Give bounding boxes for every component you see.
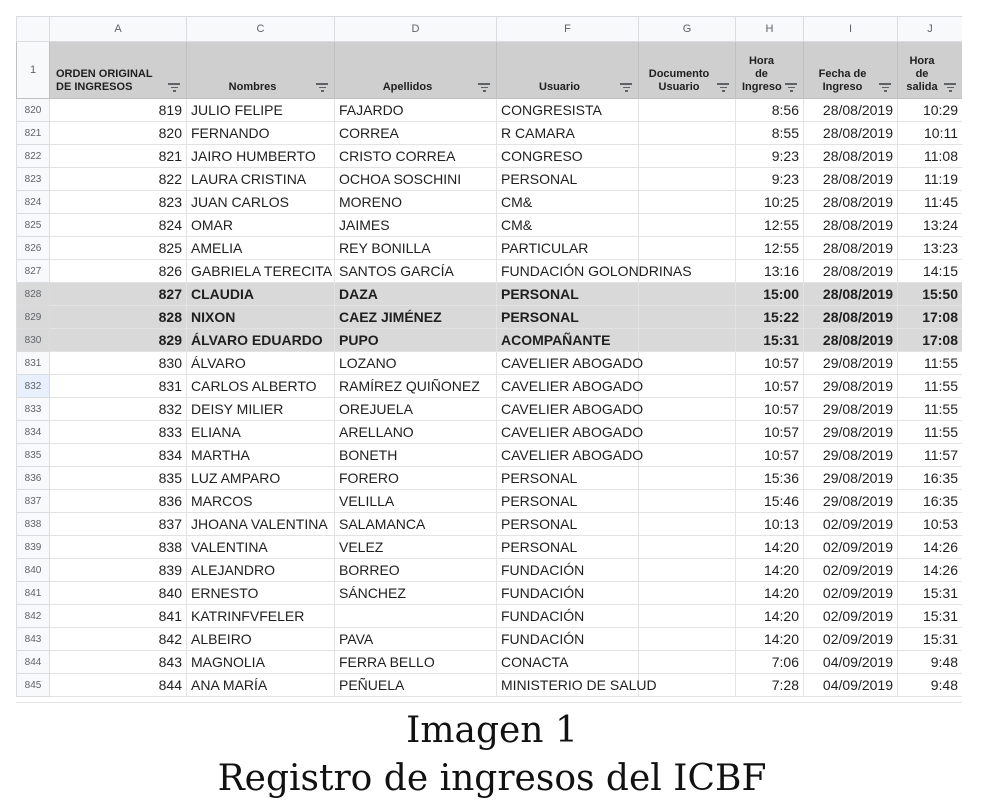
cell-hora-ingreso[interactable]: 14:20 [736,605,804,628]
cell-orden[interactable]: 841 [50,605,187,628]
cell-orden[interactable]: 821 [50,145,187,168]
cell-hora-ingreso[interactable]: 10:57 [736,421,804,444]
cell-orden[interactable]: 824 [50,214,187,237]
cell-hora-salida[interactable]: 11:55 [898,375,963,398]
cell-orden[interactable]: 842 [50,628,187,651]
cell-documento[interactable] [639,444,736,467]
cell-apellidos[interactable]: FORERO [335,467,497,490]
table-row [17,375,963,398]
row-number[interactable]: 837 [17,490,50,513]
cell-apellidos[interactable]: SALAMANCA [335,513,497,536]
cell-nombres[interactable]: LUZ AMPARO [187,467,335,490]
cell-hora-salida[interactable]: 16:35 [898,467,963,490]
cell-nombres[interactable]: JAIRO HUMBERTO [187,145,335,168]
cell-nombres[interactable]: DEISY MILIER [187,398,335,421]
cell-nombres[interactable]: JULIO FELIPE [187,99,335,122]
table-row [17,513,963,536]
cell-documento[interactable] [639,191,736,214]
cell-usuario[interactable]: FUNDACIÓN [497,559,639,582]
cell-hora-salida[interactable]: 15:50 [898,283,963,306]
cell-documento[interactable] [639,214,736,237]
caption-title: Imagen 1 [406,710,578,751]
cell-nombres[interactable]: KATRINFVFELER [187,605,335,628]
cell-usuario[interactable]: CM& [497,191,639,214]
row-number[interactable]: 830 [17,329,50,352]
cell-documento[interactable] [639,329,736,352]
cell-documento[interactable] [639,536,736,559]
cell-usuario[interactable]: PERSONAL [497,467,639,490]
header-label: Usuario [539,81,580,93]
cell-nombres[interactable]: ELIANA [187,421,335,444]
table-row [17,260,963,283]
header-cell-apellidos[interactable] [335,42,497,99]
table-row [17,559,963,582]
cell-hora-ingreso[interactable]: 13:16 [736,260,804,283]
cell-documento[interactable] [639,582,736,605]
cell-fecha-ingreso[interactable]: 04/09/2019 [804,651,898,674]
cell-hora-salida[interactable]: 10:11 [898,122,963,145]
header-cell-usuario[interactable] [497,42,639,99]
table-row [17,444,963,467]
cell-usuario[interactable]: CAVELIER ABOGADO [497,375,639,398]
cell-orden[interactable]: 838 [50,536,187,559]
cell-hora-salida[interactable]: 11:55 [898,398,963,421]
table-row [17,421,963,444]
cell-orden[interactable]: 823 [50,191,187,214]
cell-documento[interactable] [639,237,736,260]
cell-usuario[interactable]: CM& [497,214,639,237]
table-row [17,651,963,674]
table-row [17,145,963,168]
row-number[interactable]: 825 [17,214,50,237]
cell-nombres[interactable]: MARTHA [187,444,335,467]
cell-fecha-ingreso[interactable]: 02/09/2019 [804,536,898,559]
cell-orden[interactable]: 827 [50,283,187,306]
cell-usuario[interactable]: CAVELIER ABOGADO [497,421,639,444]
cell-hora-ingreso[interactable]: 7:28 [736,674,804,697]
cell-fecha-ingreso[interactable]: 28/08/2019 [804,168,898,191]
cell-usuario[interactable]: PERSONAL [497,536,639,559]
cell-usuario[interactable]: PERSONAL [497,306,639,329]
cell-usuario[interactable]: FUNDACIÓN [497,582,639,605]
cell-nombres[interactable]: VALENTINA [187,536,335,559]
row-number[interactable]: 842 [17,605,50,628]
cell-fecha-ingreso[interactable]: 28/08/2019 [804,329,898,352]
cell-fecha-ingreso[interactable]: 28/08/2019 [804,99,898,122]
cell-hora-salida[interactable]: 11:19 [898,168,963,191]
cell-orden[interactable]: 835 [50,467,187,490]
row-number[interactable]: 832 [17,375,50,398]
table-row [17,99,963,122]
row-number[interactable]: 1 [17,42,50,99]
row-number[interactable]: 821 [17,122,50,145]
cell-orden[interactable]: 826 [50,260,187,283]
cell-documento[interactable] [639,513,736,536]
cell-documento[interactable] [639,145,736,168]
cell-documento[interactable] [639,490,736,513]
cell-usuario[interactable]: CAVELIER ABOGADO [497,398,639,421]
cell-documento[interactable] [639,306,736,329]
row-number[interactable]: 834 [17,421,50,444]
cell-usuario[interactable]: FUNDACIÓN [497,628,639,651]
row-number[interactable]: 826 [17,237,50,260]
cell-usuario[interactable]: CAVELIER ABOGADO [497,352,639,375]
cell-hora-salida[interactable]: 10:29 [898,99,963,122]
cell-orden[interactable]: 840 [50,582,187,605]
cell-apellidos[interactable] [335,605,497,628]
table-row [17,467,963,490]
cell-usuario[interactable]: MINISTERIO DE SALUD [497,674,639,697]
table-row [17,122,963,145]
row-number[interactable]: 824 [17,191,50,214]
cell-usuario[interactable]: CONACTA [497,651,639,674]
cell-orden[interactable]: 844 [50,674,187,697]
cell-apellidos[interactable]: PEÑUELA [335,674,497,697]
row-number[interactable]: 828 [17,283,50,306]
cell-hora-ingreso[interactable]: 10:57 [736,398,804,421]
cell-orden[interactable]: 832 [50,398,187,421]
column-letter-row [17,17,963,42]
table-row [17,352,963,375]
column-header-a[interactable]: A [50,17,187,42]
cell-hora-salida[interactable]: 11:45 [898,191,963,214]
cell-fecha-ingreso[interactable]: 28/08/2019 [804,214,898,237]
cell-hora-ingreso[interactable]: 15:46 [736,490,804,513]
cell-hora-ingreso[interactable]: 8:56 [736,99,804,122]
column-header-d[interactable]: D [335,17,497,42]
cell-hora-ingreso[interactable]: 10:13 [736,513,804,536]
cell-documento[interactable] [639,605,736,628]
cell-orden[interactable]: 828 [50,306,187,329]
cell-apellidos[interactable]: SÁNCHEZ [335,582,497,605]
filter-icon[interactable] [620,83,632,92]
header-label: ORDEN ORIGINAL DE INGRESOS [56,68,153,93]
cell-hora-salida[interactable]: 15:31 [898,628,963,651]
cell-fecha-ingreso[interactable]: 02/09/2019 [804,513,898,536]
table-row [17,536,963,559]
cell-fecha-ingreso[interactable]: 28/08/2019 [804,237,898,260]
row-number[interactable]: 845 [17,674,50,697]
row-number[interactable]: 839 [17,536,50,559]
cell-usuario[interactable]: CONGRESO [497,145,639,168]
cell-apellidos[interactable]: PAVA [335,628,497,651]
cell-fecha-ingreso[interactable]: 02/09/2019 [804,582,898,605]
cell-nombres[interactable]: CLAUDIA [187,283,335,306]
cell-nombres[interactable]: LAURA CRISTINA [187,168,335,191]
row-number[interactable]: 823 [17,168,50,191]
cell-fecha-ingreso[interactable]: 29/08/2019 [804,467,898,490]
row-number[interactable]: 841 [17,582,50,605]
header-cell-fecha-ingreso[interactable] [804,42,898,99]
row-number[interactable]: 840 [17,559,50,582]
cell-documento[interactable] [639,559,736,582]
cell-apellidos[interactable]: CAEZ JIMÉNEZ [335,306,497,329]
column-header-c[interactable]: C [187,17,335,42]
table-row [17,582,963,605]
cell-apellidos[interactable]: VELILLA [335,490,497,513]
table-row [17,674,963,697]
cell-orden[interactable]: 833 [50,421,187,444]
cell-fecha-ingreso[interactable]: 28/08/2019 [804,283,898,306]
table-row [17,191,963,214]
filter-icon[interactable] [168,83,180,92]
row-number[interactable]: 822 [17,145,50,168]
row-number[interactable]: 831 [17,352,50,375]
cell-nombres[interactable]: ALEJANDRO [187,559,335,582]
cell-hora-salida[interactable]: 13:24 [898,214,963,237]
row-number[interactable]: 827 [17,260,50,283]
header-label: Fecha de Ingreso [818,68,867,93]
cell-orden[interactable]: 822 [50,168,187,191]
cell-orden[interactable]: 819 [50,99,187,122]
cell-usuario[interactable]: PERSONAL [497,283,639,306]
table-row [17,329,963,352]
cell-fecha-ingreso[interactable]: 28/08/2019 [804,122,898,145]
cell-nombres[interactable]: ERNESTO [187,582,335,605]
cell-hora-ingreso[interactable]: 7:06 [736,651,804,674]
row-number[interactable]: 843 [17,628,50,651]
filter-icon[interactable] [478,83,490,92]
cell-apellidos[interactable]: SANTOS GARCÍA [335,260,497,283]
cell-fecha-ingreso[interactable]: 29/08/2019 [804,444,898,467]
cell-usuario[interactable]: R CAMARA [497,122,639,145]
cell-apellidos[interactable]: PUPO [335,329,497,352]
cell-apellidos[interactable]: RAMÍREZ QUIÑONEZ [335,375,497,398]
table-row [17,306,963,329]
table-row [17,283,963,306]
cell-documento[interactable] [639,398,736,421]
select-all-corner[interactable] [17,17,50,42]
cell-apellidos[interactable]: ARELLANO [335,421,497,444]
cell-fecha-ingreso[interactable]: 29/08/2019 [804,352,898,375]
data-rows [17,99,963,697]
cell-apellidos[interactable]: BONETH [335,444,497,467]
cell-usuario[interactable]: FUNDACIÓN GOLONDRINAS [497,260,639,283]
row-number[interactable]: 844 [17,651,50,674]
cell-fecha-ingreso[interactable]: 02/09/2019 [804,605,898,628]
cell-orden[interactable]: 836 [50,490,187,513]
filter-icon[interactable] [717,83,729,92]
cell-hora-ingreso[interactable]: 9:23 [736,145,804,168]
cell-documento[interactable] [639,283,736,306]
cell-nombres[interactable]: GABRIELA TERECITA [187,260,335,283]
cell-nombres[interactable]: JUAN CARLOS [187,191,335,214]
column-header-i[interactable]: I [804,17,898,42]
header-label: Hora de salida [906,55,938,93]
cell-hora-salida[interactable]: 15:31 [898,582,963,605]
cell-hora-salida[interactable]: 17:08 [898,329,963,352]
cell-hora-ingreso[interactable]: 15:00 [736,283,804,306]
cell-hora-salida[interactable]: 11:55 [898,421,963,444]
cell-hora-ingreso[interactable]: 8:55 [736,122,804,145]
caption-subtitle: Registro de ingresos del ICBF [217,758,767,799]
cell-hora-ingreso[interactable]: 10:57 [736,352,804,375]
row-number[interactable]: 833 [17,398,50,421]
cell-usuario[interactable]: CONGRESISTA [497,99,639,122]
cell-fecha-ingreso[interactable]: 28/08/2019 [804,191,898,214]
cell-orden[interactable]: 831 [50,375,187,398]
cell-hora-ingreso[interactable]: 14:20 [736,536,804,559]
cell-nombres[interactable]: NIXON [187,306,335,329]
cell-hora-salida[interactable]: 9:48 [898,674,963,697]
cell-nombres[interactable]: CARLOS ALBERTO [187,375,335,398]
cell-apellidos[interactable]: CORREA [335,122,497,145]
cell-hora-salida[interactable]: 14:26 [898,536,963,559]
header-cell-hora-ingreso[interactable] [736,42,804,99]
cell-documento[interactable] [639,651,736,674]
cell-fecha-ingreso[interactable]: 04/09/2019 [804,674,898,697]
cell-apellidos[interactable]: OCHOA SOSCHINI [335,168,497,191]
filter-icon[interactable] [944,83,956,92]
cell-documento[interactable] [639,375,736,398]
table-row [17,605,963,628]
header-row [17,42,963,99]
cell-fecha-ingreso[interactable]: 29/08/2019 [804,375,898,398]
cell-usuario[interactable]: PERSONAL [497,490,639,513]
cell-apellidos[interactable]: FAJARDO [335,99,497,122]
cell-apellidos[interactable]: BORREO [335,559,497,582]
cell-nombres[interactable]: ALBEIRO [187,628,335,651]
cell-hora-ingreso[interactable]: 14:20 [736,559,804,582]
table-row [17,490,963,513]
cell-hora-ingreso[interactable]: 15:22 [736,306,804,329]
header-cell-hora-salida[interactable] [898,42,963,99]
filter-icon[interactable] [879,83,891,92]
cell-orden[interactable]: 839 [50,559,187,582]
cell-fecha-ingreso[interactable]: 29/08/2019 [804,398,898,421]
cell-fecha-ingreso[interactable]: 02/09/2019 [804,628,898,651]
cell-fecha-ingreso[interactable]: 28/08/2019 [804,145,898,168]
cell-orden[interactable]: 820 [50,122,187,145]
cell-hora-ingreso[interactable]: 15:31 [736,329,804,352]
cell-hora-salida[interactable]: 13:23 [898,237,963,260]
cell-documento[interactable] [639,122,736,145]
cell-usuario[interactable]: CAVELIER ABOGADO [497,444,639,467]
cell-hora-ingreso[interactable]: 12:55 [736,214,804,237]
row-number[interactable]: 820 [17,99,50,122]
cell-fecha-ingreso[interactable]: 02/09/2019 [804,559,898,582]
cell-nombres[interactable]: FERNANDO [187,122,335,145]
cell-orden[interactable]: 837 [50,513,187,536]
cell-orden[interactable]: 830 [50,352,187,375]
cell-hora-ingreso[interactable]: 9:23 [736,168,804,191]
cell-documento[interactable] [639,628,736,651]
row-number[interactable]: 836 [17,467,50,490]
cell-nombres[interactable]: ÁLVARO EDUARDO [187,329,335,352]
cell-hora-salida[interactable]: 14:26 [898,559,963,582]
header-label: Nombres [228,81,277,93]
cell-usuario[interactable]: PERSONAL [497,168,639,191]
cell-hora-ingreso[interactable]: 10:57 [736,444,804,467]
column-header-g[interactable]: G [639,17,736,42]
row-number[interactable]: 829 [17,306,50,329]
cell-fecha-ingreso[interactable]: 28/08/2019 [804,306,898,329]
cell-apellidos[interactable]: REY BONILLA [335,237,497,260]
cell-hora-salida[interactable]: 16:35 [898,490,963,513]
table-row [17,628,963,651]
cell-documento[interactable] [639,99,736,122]
spreadsheet-grid [16,16,962,703]
cell-orden[interactable]: 829 [50,329,187,352]
cell-apellidos[interactable]: VELEZ [335,536,497,559]
header-label: Documento Usuario [648,68,710,93]
cell-apellidos[interactable]: DAZA [335,283,497,306]
cell-apellidos[interactable]: FERRA BELLO [335,651,497,674]
cell-fecha-ingreso[interactable]: 29/08/2019 [804,421,898,444]
cell-hora-salida[interactable]: 11:57 [898,444,963,467]
cell-hora-salida[interactable]: 9:48 [898,651,963,674]
row-number[interactable]: 835 [17,444,50,467]
column-header-h[interactable]: H [736,17,804,42]
cell-apellidos[interactable]: LOZANO [335,352,497,375]
table-row [17,237,963,260]
cell-usuario[interactable]: ACOMPAÑANTE [497,329,639,352]
cell-nombres[interactable]: MARCOS [187,490,335,513]
cell-orden[interactable]: 834 [50,444,187,467]
cell-nombres[interactable]: ÁLVARO [187,352,335,375]
cell-hora-ingreso[interactable]: 10:57 [736,375,804,398]
table-row [17,398,963,421]
cell-hora-ingreso[interactable]: 12:55 [736,237,804,260]
cell-orden[interactable]: 843 [50,651,187,674]
cell-apellidos[interactable]: CRISTO CORREA [335,145,497,168]
cell-hora-salida[interactable]: 14:15 [898,260,963,283]
cell-hora-salida[interactable]: 11:55 [898,352,963,375]
cell-hora-ingreso[interactable]: 14:20 [736,582,804,605]
cell-hora-salida[interactable]: 17:08 [898,306,963,329]
cell-nombres[interactable]: AMELIA [187,237,335,260]
cell-fecha-ingreso[interactable]: 29/08/2019 [804,490,898,513]
cell-hora-salida[interactable]: 10:53 [898,513,963,536]
filter-icon[interactable] [785,83,797,92]
filter-icon[interactable] [316,83,328,92]
cell-documento[interactable] [639,467,736,490]
cell-hora-ingreso[interactable]: 15:36 [736,467,804,490]
cell-hora-salida[interactable]: 15:31 [898,605,963,628]
row-number[interactable]: 838 [17,513,50,536]
header-label: Apellidos [382,81,433,93]
cell-usuario[interactable]: PERSONAL [497,513,639,536]
cell-hora-salida[interactable]: 11:08 [898,145,963,168]
cell-documento[interactable] [639,168,736,191]
cell-hora-ingreso[interactable]: 14:20 [736,628,804,651]
cell-apellidos[interactable]: JAIMES [335,214,497,237]
cell-apellidos[interactable]: OREJUELA [335,398,497,421]
header-cell-orden[interactable] [50,42,187,99]
cell-nombres[interactable]: OMAR [187,214,335,237]
table-row [17,168,963,191]
header-cell-documento[interactable] [639,42,736,99]
data-table [16,16,962,697]
column-header-f[interactable]: F [497,17,639,42]
table-row [17,214,963,237]
cell-usuario[interactable]: FUNDACIÓN [497,605,639,628]
header-cell-nombres[interactable] [187,42,335,99]
cell-apellidos[interactable]: MORENO [335,191,497,214]
cell-orden[interactable]: 825 [50,237,187,260]
cell-nombres[interactable]: MAGNOLIA [187,651,335,674]
cell-documento[interactable] [639,421,736,444]
column-header-j[interactable]: J [898,17,963,42]
cell-nombres[interactable]: JHOANA VALENTINA [187,513,335,536]
cell-hora-ingreso[interactable]: 10:25 [736,191,804,214]
cell-usuario[interactable]: PARTICULAR [497,237,639,260]
cell-documento[interactable] [639,352,736,375]
cell-nombres[interactable]: ANA MARÍA [187,674,335,697]
header-label: Hora de Ingreso [742,55,782,93]
cell-fecha-ingreso[interactable]: 28/08/2019 [804,260,898,283]
